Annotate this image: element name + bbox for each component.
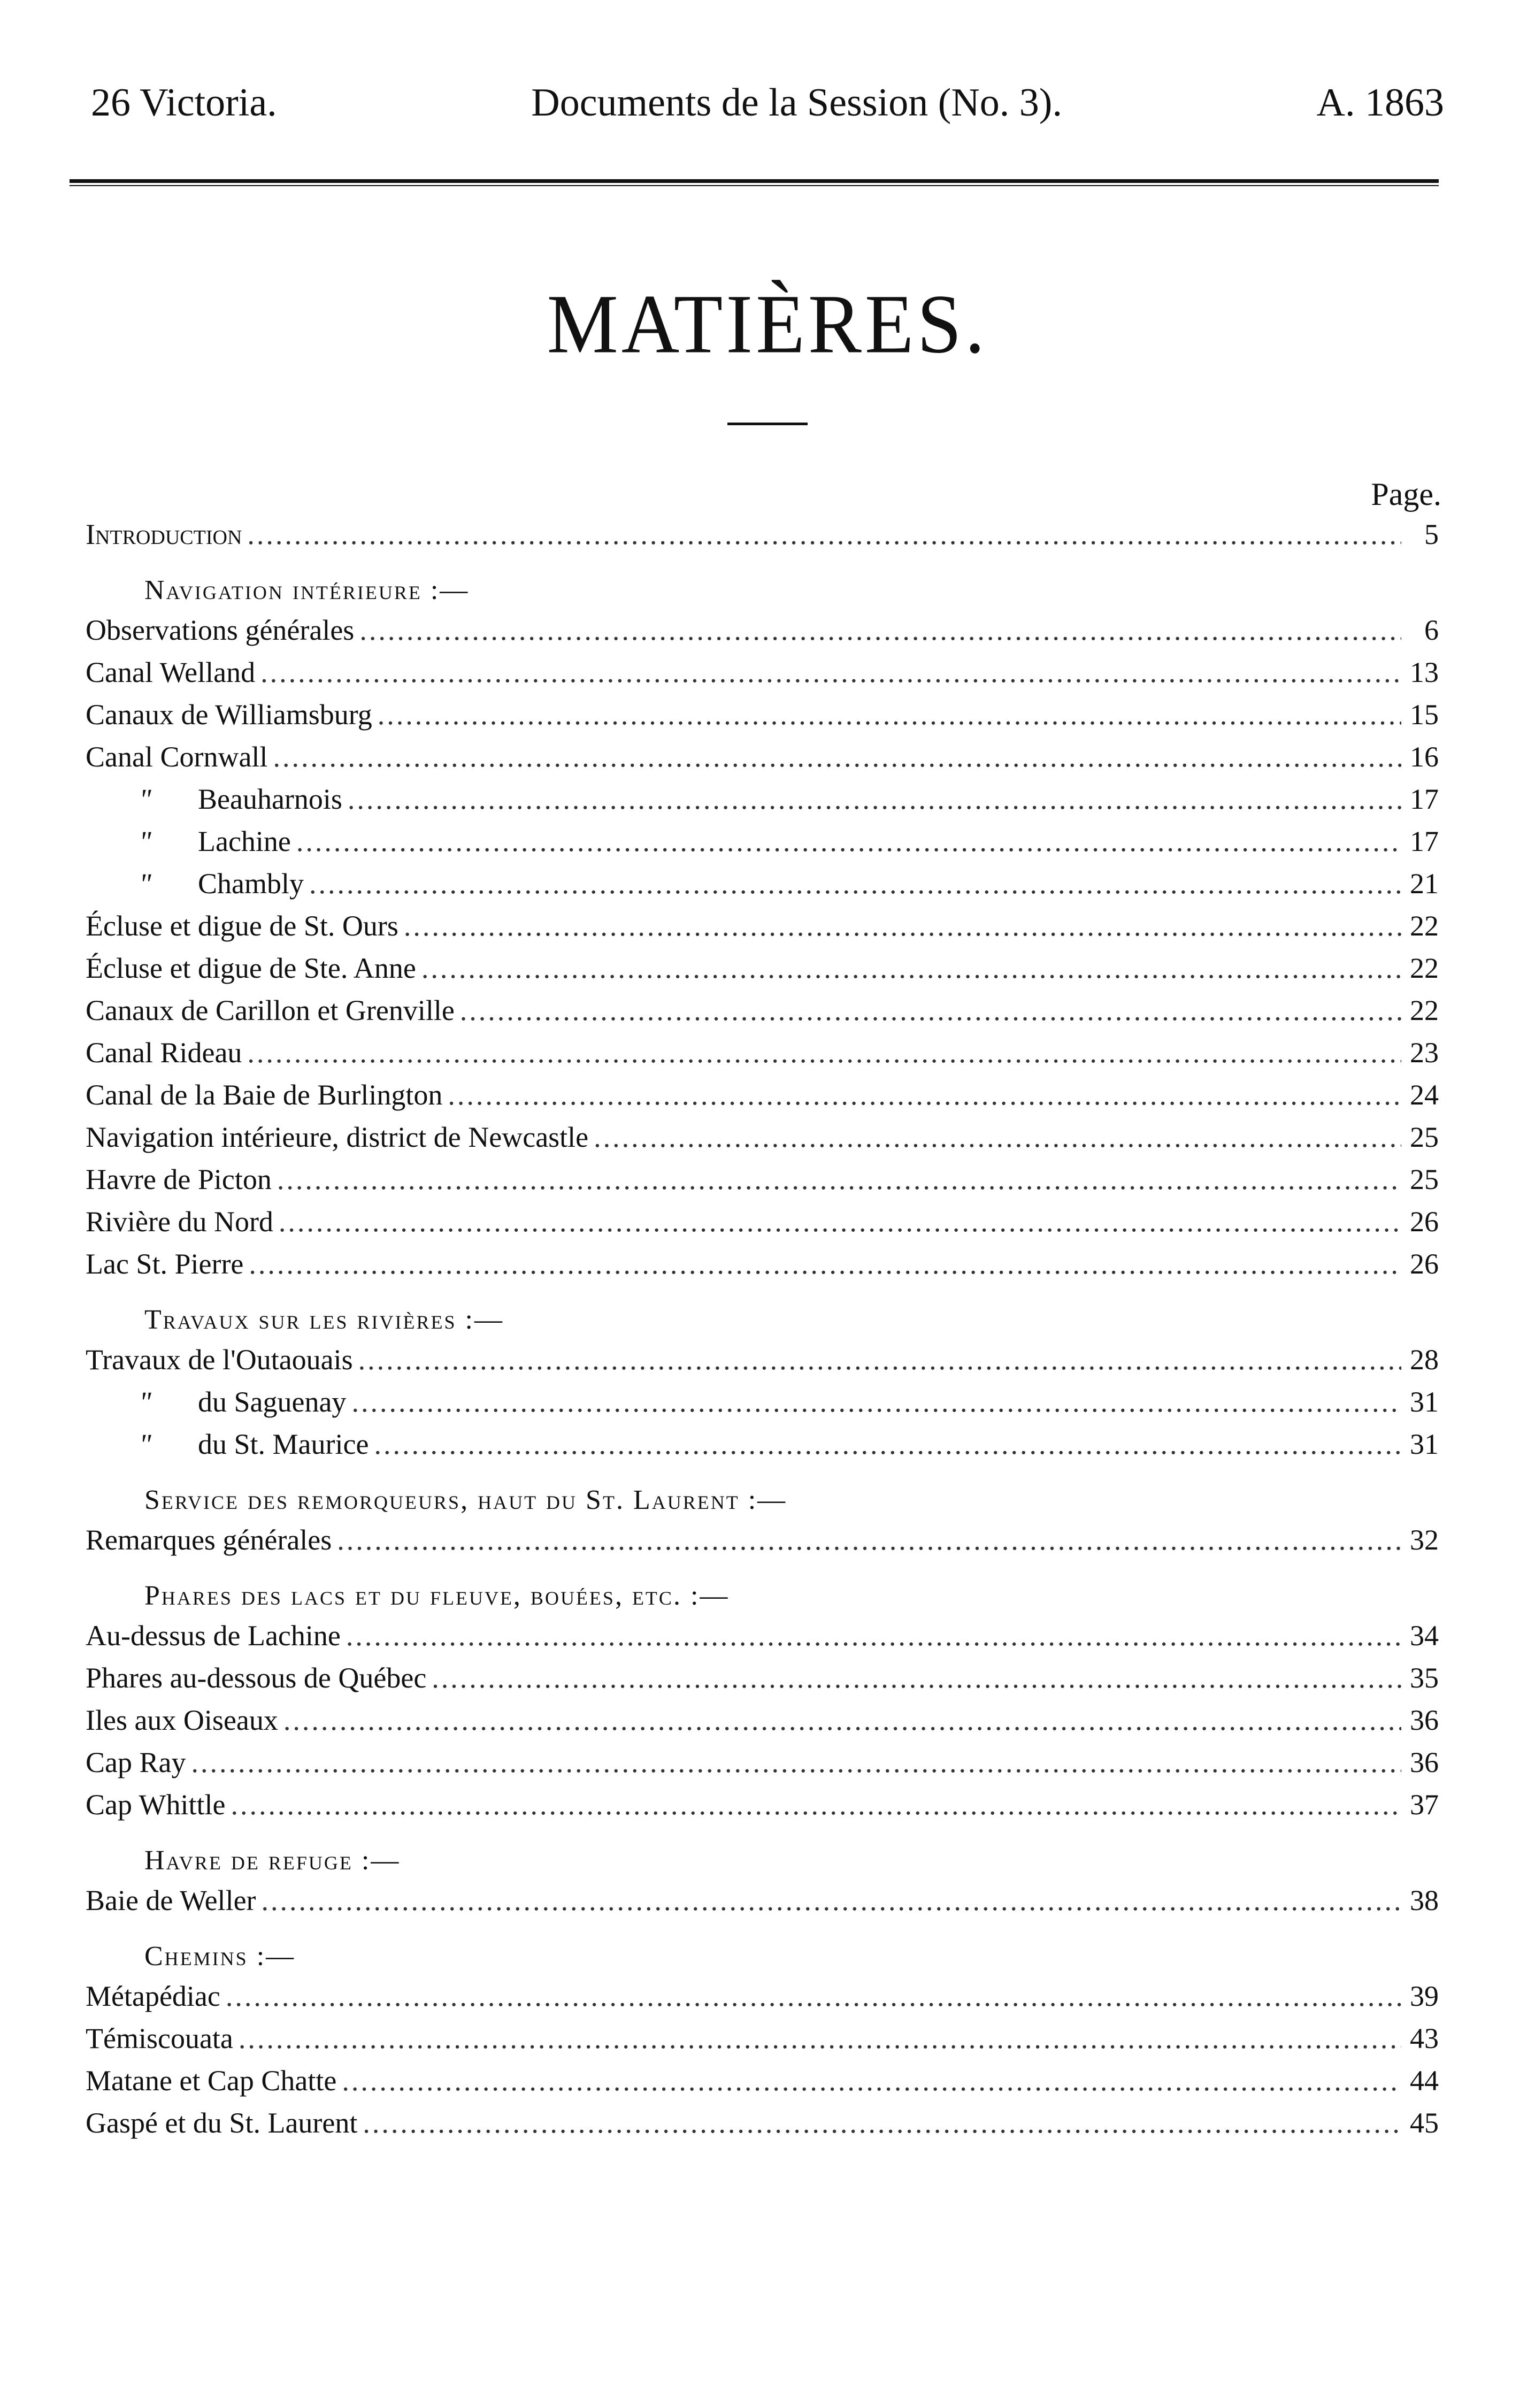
- toc-entry: [86, 651, 1439, 694]
- toc-entry-text: [86, 947, 416, 990]
- toc-entry-label: Chambly: [198, 868, 304, 900]
- dot-leader: [247, 1032, 1401, 1074]
- dot-leader: [342, 2060, 1401, 2102]
- toc-entry: [86, 820, 1439, 863]
- toc-entry-page: 45: [1410, 2107, 1439, 2139]
- toc-entry-page: 39: [1410, 1980, 1439, 2012]
- toc-entry-label: Canaux de Williamsburg: [86, 699, 372, 731]
- toc-entry-text: [86, 1519, 332, 1561]
- toc-entry: [86, 736, 1439, 778]
- ditto-mark: ": [139, 825, 151, 857]
- toc-entry-introduction: [86, 513, 1439, 556]
- toc-entry-page: 17: [1410, 783, 1439, 815]
- toc-entry-page: 26: [1410, 1206, 1439, 1238]
- toc-entry-label: Travaux de l'Outaouais: [86, 1344, 353, 1376]
- dot-leader: [262, 1880, 1401, 1922]
- toc-entry-page: 5: [1424, 518, 1439, 550]
- toc-entry-text: [86, 990, 455, 1032]
- toc-entry-page: 16: [1410, 741, 1439, 773]
- toc-entry: [86, 1975, 1439, 2018]
- toc-entry-label: du Saguenay: [198, 1386, 347, 1418]
- toc-entry-label: Lachine: [198, 825, 291, 857]
- toc-entry-page: 36: [1410, 1746, 1439, 1778]
- toc-entry-label: Introduction: [86, 518, 242, 550]
- toc-entry: [86, 778, 1439, 820]
- toc-entry: [86, 905, 1439, 947]
- toc-entry-page: 32: [1410, 1524, 1439, 1556]
- toc-entry-page: 17: [1410, 825, 1439, 857]
- toc-entry: [86, 1381, 1439, 1423]
- dot-leader: [363, 2102, 1401, 2144]
- toc-entry-text: [86, 736, 267, 778]
- toc-entry-text: [86, 651, 255, 694]
- header-document: Documents de la Session (No. 3).: [531, 81, 1062, 125]
- toc-entry-label: Canal Rideau: [86, 1037, 242, 1069]
- toc-entry-page: 38: [1410, 1884, 1439, 1916]
- toc-entry-text: [86, 609, 354, 651]
- page-title: MATIÈRES.: [547, 277, 988, 371]
- toc-entry: [86, 1032, 1439, 1074]
- toc-entry-page: 24: [1410, 1079, 1439, 1111]
- ditto-mark: ": [139, 868, 151, 900]
- toc-entry-page: 26: [1410, 1248, 1439, 1280]
- toc-entry: [86, 1742, 1439, 1784]
- toc-entry-text: [86, 1742, 186, 1784]
- dot-leader: [273, 736, 1401, 778]
- toc-entry-label: Cap Ray: [86, 1746, 186, 1778]
- toc-entry-label: Écluse et digue de Ste. Anne: [86, 952, 416, 984]
- toc-entry: [86, 990, 1439, 1032]
- toc-entry-label: Lac St. Pierre: [86, 1248, 244, 1280]
- dot-leader: [260, 651, 1401, 694]
- toc-entry-label: Canal de la Baie de Burlington: [86, 1079, 443, 1111]
- toc-entry: [86, 1657, 1439, 1699]
- toc-entry-text: [86, 1423, 369, 1466]
- toc-entry: [86, 1519, 1439, 1561]
- ditto-mark: ": [139, 1428, 151, 1460]
- toc-entry-label: Observations générales: [86, 614, 355, 646]
- toc-entry-text: [86, 1381, 346, 1423]
- toc-entry: [86, 947, 1439, 990]
- toc-entry-label: Matane et Cap Chatte: [86, 2065, 337, 2097]
- toc-entry-label: Baie de Weller: [86, 1884, 256, 1916]
- toc-entry-label: Gaspé et du St. Laurent: [86, 2107, 358, 2139]
- toc-entry-label: Canaux de Carillon et Grenville: [86, 994, 455, 1026]
- toc-entry-text: [86, 905, 398, 947]
- toc-entry-page: 22: [1410, 952, 1439, 984]
- toc-entry: [86, 694, 1439, 736]
- header-year: A. 1863: [1316, 81, 1444, 125]
- toc-entry-label: Phares au-dessous de Québec: [86, 1662, 427, 1694]
- toc-entry-text: [86, 2102, 357, 2144]
- toc-entry-page: 31: [1410, 1386, 1439, 1418]
- toc-entry-page: 6: [1424, 614, 1439, 646]
- ditto-mark: ": [139, 1386, 151, 1418]
- dot-leader: [359, 609, 1401, 651]
- toc-entry: [86, 609, 1439, 651]
- table-of-contents: [86, 513, 1439, 2144]
- toc-entry-page: 23: [1410, 1037, 1439, 1069]
- dot-leader: [277, 1159, 1401, 1201]
- dot-leader: [421, 947, 1401, 990]
- toc-entry-text: [86, 1116, 588, 1159]
- toc-entry-text: [86, 1784, 225, 1826]
- toc-entry-page: 13: [1410, 656, 1439, 688]
- toc-entry: [86, 2060, 1439, 2102]
- toc-entry-label: du St. Maurice: [198, 1428, 369, 1460]
- toc-entry-page: 25: [1410, 1163, 1439, 1195]
- dot-leader: [374, 1423, 1401, 1466]
- toc-entry-page: 25: [1410, 1121, 1439, 1153]
- toc-entry: [86, 1116, 1439, 1159]
- section-heading: Service des remorqueurs, haut du St. Laurent :—: [144, 1485, 787, 1515]
- toc-entry-page: 37: [1410, 1789, 1439, 1821]
- toc-entry-text: [86, 1880, 256, 1922]
- toc-entry-text: [86, 778, 342, 820]
- dot-leader: [460, 990, 1401, 1032]
- title-rule: [727, 423, 808, 425]
- dot-leader: [448, 1074, 1401, 1116]
- dot-leader: [239, 2018, 1401, 2060]
- section-heading: Navigation intérieure :—: [144, 575, 470, 605]
- toc-entry-label: Témiscouata: [86, 2022, 233, 2054]
- toc-entry: [86, 1423, 1439, 1466]
- dot-leader: [279, 1201, 1401, 1243]
- header-rule: [70, 179, 1439, 186]
- toc-entry-label: Canal Cornwall: [86, 741, 268, 773]
- toc-entry-page: 35: [1410, 1662, 1439, 1694]
- toc-entry: [86, 863, 1439, 905]
- toc-entry-label: Métapédiac: [86, 1980, 220, 2012]
- toc-entry-text: [86, 1657, 426, 1699]
- dot-leader: [249, 1243, 1401, 1285]
- dot-leader: [283, 1699, 1401, 1742]
- dot-leader: [351, 1381, 1401, 1423]
- toc-entry-label: Havre de Picton: [86, 1163, 272, 1195]
- toc-entry-text: [86, 1243, 243, 1285]
- toc-entry: [86, 1243, 1439, 1285]
- toc-entry: [86, 1339, 1439, 1381]
- section-heading: Travaux sur les rivières :—: [144, 1305, 504, 1335]
- toc-entry: [86, 1784, 1439, 1826]
- dot-leader: [346, 1615, 1401, 1657]
- dot-leader: [404, 905, 1401, 947]
- dot-leader: [348, 778, 1401, 820]
- toc-entry-page: 43: [1410, 2022, 1439, 2054]
- dot-leader: [378, 694, 1401, 736]
- toc-entry-label: Navigation intérieure, district de Newcastle: [86, 1121, 589, 1153]
- toc-entry-page: 31: [1410, 1428, 1439, 1460]
- toc-entry: [86, 1074, 1439, 1116]
- toc-entry-label: Cap Whittle: [86, 1789, 226, 1821]
- dot-leader: [337, 1519, 1401, 1561]
- dot-leader: [432, 1657, 1401, 1699]
- section-heading: Havre de refuge :—: [144, 1845, 401, 1876]
- dot-leader: [358, 1339, 1401, 1381]
- toc-entry-page: 28: [1410, 1344, 1439, 1376]
- toc-entry-text: [86, 1699, 278, 1742]
- toc-entry: [86, 1159, 1439, 1201]
- dot-leader: [247, 513, 1401, 556]
- toc-entry-text: [86, 1975, 220, 2018]
- page-header: [91, 80, 1444, 139]
- toc-entry-label: Canal Welland: [86, 656, 256, 688]
- section-heading: Chemins :—: [144, 1941, 296, 1972]
- toc-entry-text: [86, 1339, 353, 1381]
- toc-entry-page: 21: [1410, 868, 1439, 900]
- toc-entry-page: 22: [1410, 994, 1439, 1026]
- toc-entry-page: 34: [1410, 1620, 1439, 1652]
- dot-leader: [191, 1742, 1401, 1784]
- toc-entry-text: [86, 2018, 233, 2060]
- dot-leader: [309, 863, 1401, 905]
- toc-entry-label: Remarques générales: [86, 1524, 332, 1556]
- page-column-label: Page.: [1371, 477, 1441, 512]
- toc-entry-text: [86, 1201, 273, 1243]
- toc-entry-label: Écluse et digue de St. Ours: [86, 910, 398, 942]
- toc-entry-label: Iles aux Oiseaux: [86, 1704, 278, 1736]
- toc-entry: [86, 2102, 1439, 2144]
- toc-entry: [86, 1880, 1439, 1922]
- header-session: 26 Victoria.: [91, 81, 277, 125]
- dot-leader: [594, 1116, 1401, 1159]
- toc-entry-text: [86, 1159, 272, 1201]
- ditto-mark: ": [139, 783, 151, 815]
- toc-entry: [86, 1615, 1439, 1657]
- toc-entry-label: Beauharnois: [198, 783, 342, 815]
- toc-entry-text: [86, 1074, 442, 1116]
- toc-entry-label: Au-dessus de Lachine: [86, 1620, 341, 1652]
- toc-entry-page: 36: [1410, 1704, 1439, 1736]
- dot-leader: [296, 820, 1401, 863]
- toc-entry: [86, 1699, 1439, 1742]
- dot-leader: [231, 1784, 1401, 1826]
- toc-entry-text: [86, 863, 304, 905]
- toc-entry: [86, 2018, 1439, 2060]
- toc-entry-label: Rivière du Nord: [86, 1206, 273, 1238]
- dot-leader: [226, 1975, 1401, 2018]
- toc-entry-text: [86, 2060, 336, 2102]
- toc-entry-page: 22: [1410, 910, 1439, 942]
- toc-sections: [86, 556, 1439, 2144]
- toc-entry-page: 44: [1410, 2065, 1439, 2097]
- toc-entry-text: [86, 1615, 341, 1657]
- toc-entry-text: [86, 694, 372, 736]
- toc-entry-text: [86, 820, 291, 863]
- toc-entry-text: [86, 1032, 242, 1074]
- toc-entry-page: 15: [1410, 699, 1439, 731]
- section-heading: Phares des lacs et du fleuve, bouées, etc. :—: [144, 1581, 730, 1611]
- toc-entry: [86, 1201, 1439, 1243]
